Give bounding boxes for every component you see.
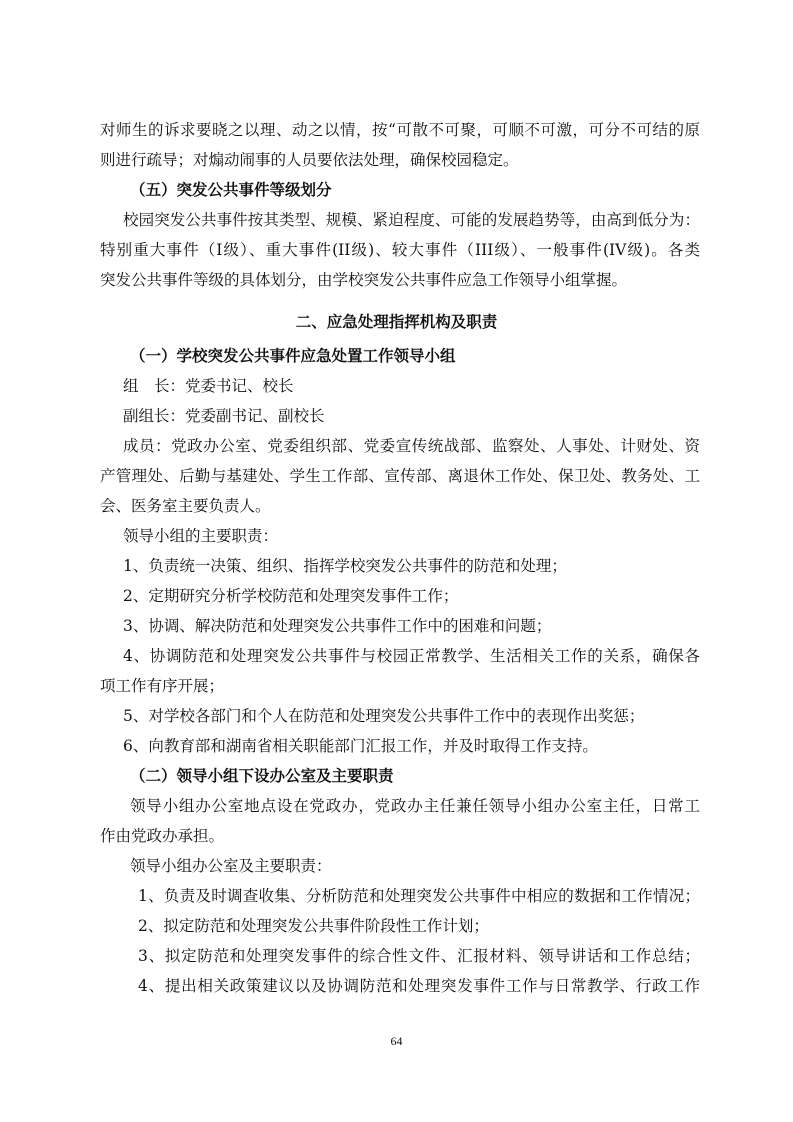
list-item: 1、负责统一决策、组织、指挥学校突发公共事件的防范和处理； — [123, 557, 567, 575]
body-text-line: 领导小组的主要职责： — [123, 527, 279, 545]
body-text-line: 成员：党政办公室、党委组织部、党委宣传统战部、监察处、人事处、计财处、资 — [123, 437, 700, 455]
body-text-line: 对师生的诉求要晓之以理、动之以情，按“可散不可聚，可顺不可激，可分不可结的原 — [100, 121, 700, 139]
body-text-line: 副组长：党委副书记、副校长 — [123, 407, 325, 425]
body-text-line: 组 长：党委书记、校长 — [123, 377, 294, 395]
section-heading: （二）领导小组下设办公室及主要职责 — [130, 767, 394, 785]
body-text-line: 领导小组办公室及主要职责： — [130, 857, 332, 875]
list-item: 2、定期研究分析学校防范和处理突发事件工作； — [123, 587, 459, 605]
body-text-line: 产管理处、后勤与基建处、学生工作部、宣传部、离退休工作处、保卫处、教务处、工 — [100, 467, 700, 485]
list-item: 6、向教育部和湖南省相关职能部门汇报工作，并及时取得工作支持。 — [123, 737, 598, 755]
chapter-heading: 二、应急处理指挥机构及职责 — [295, 313, 498, 331]
list-item: 4、协调防范和处理突发公共事件与校园正常教学、生活相关工作的关系，确保各 — [123, 647, 700, 665]
list-item: 5、对学校各部门和个人在防范和处理突发公共事件工作中的表现作出奖惩； — [123, 707, 645, 725]
body-text-line: 则进行疏导；对煽动闹事的人员要依法处理，确保校园稳定。 — [100, 151, 519, 169]
list-item: 2、拟定防范和处理突发公共事件阶段性工作计划； — [138, 917, 489, 935]
list-item: 3、拟定防范和处理突发事件的综合性文件、汇报材料、领导讲话和工作总结； — [138, 947, 700, 965]
list-item: 3、协调、解决防范和处理突发公共事件工作中的困难和问题； — [123, 617, 552, 635]
body-text-line: 会、医务室主要负责人。 — [100, 497, 271, 515]
list-item: 1、负责及时调查收集、分析防范和处理突发公共事件中相应的数据和工作情况； — [138, 887, 700, 905]
page-number: 64 — [390, 1034, 403, 1048]
body-text-line: 领导小组办公室地点设在党政办，党政办主任兼任领导小组办公室主任，日常工 — [130, 797, 700, 815]
body-text-line: 突发公共事件等级的具体划分，由学校突发公共事件应急工作领导小组掌握。 — [100, 271, 628, 289]
list-item: 4、提出相关政策建议以及协调防范和处理突发事件工作与日常教学、行政工作 — [138, 977, 700, 995]
body-text-line: 作由党政办承担。 — [100, 827, 225, 845]
body-text-line: 项工作有序开展； — [100, 677, 225, 695]
body-text-line: 特别重大事件（I级）、重大事件(II级)、较大事件（III级）、一般事件(IV级)。各类 — [100, 241, 700, 259]
section-heading: （一）学校突发公共事件应急处置工作领导小组 — [130, 347, 456, 365]
section-heading: （五）突发公共事件等级划分 — [130, 181, 332, 199]
body-text-line: 校园突发公共事件按其类型、规模、紧迫程度、可能的发展趋势等，由高到低分为： — [123, 211, 700, 229]
